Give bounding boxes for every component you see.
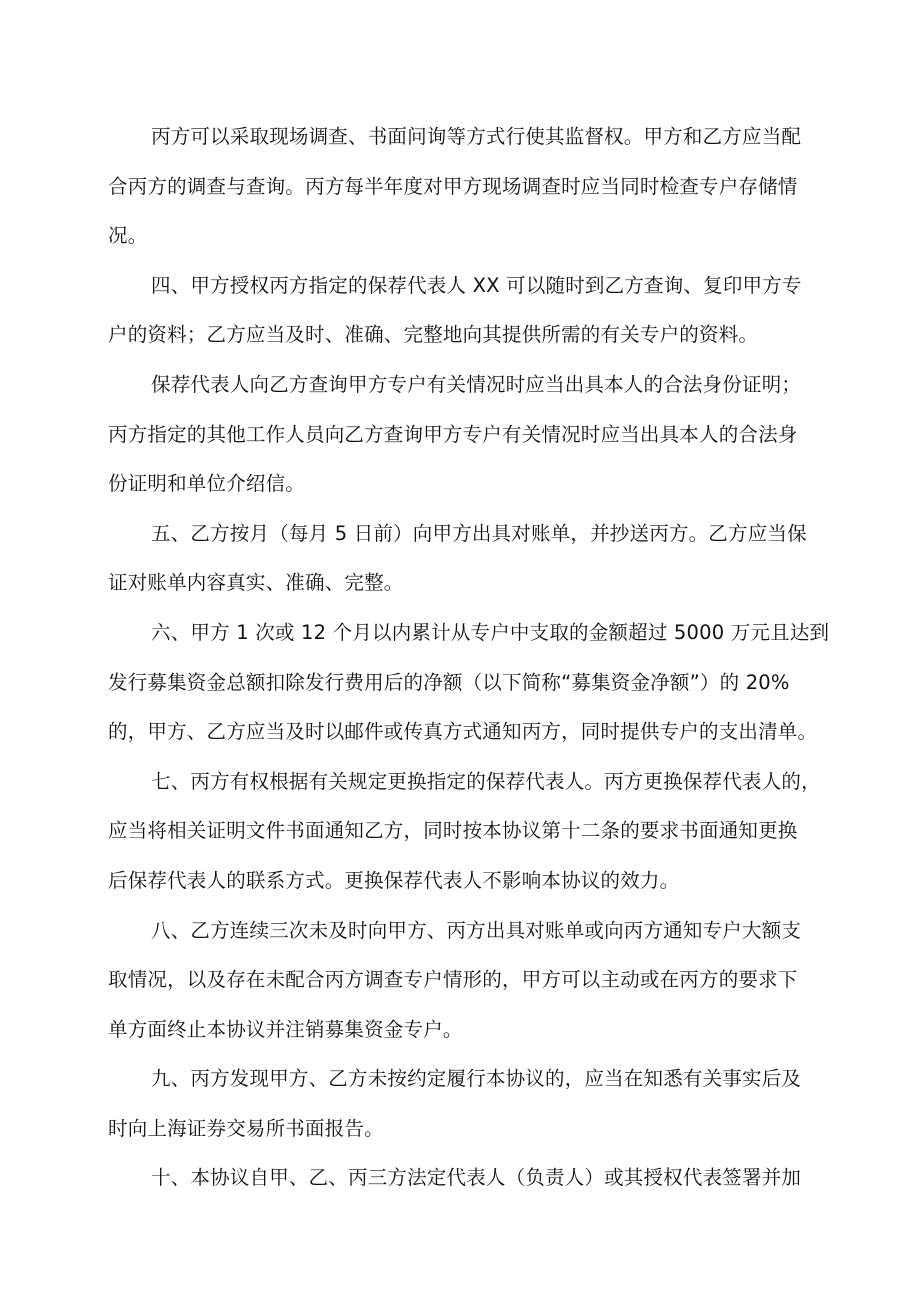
text-line: 份证明和单位介绍信。 [108,472,306,496]
text-line: 八、乙方连续三次未及时向甲方、丙方出具对账单或向丙方通知专户大额支 [151,918,802,942]
text-line: 况。 [108,224,148,248]
text-line: 七、丙方有权根据有关规定更换指定的保荐代表人。丙方更换保荐代表人的， [151,769,821,793]
text-line: 时向上海证券交易所书面报告。 [108,1116,384,1140]
text-line: 应当将相关证明文件书面通知乙方，同时按本协议第十二条的要求书面通知更换 [108,819,798,843]
text-line: 五、乙方按月（每月 5 日前）向甲方出具对账单，并抄送丙方。乙方应当保 [151,521,807,545]
text-line: 九、丙方发现甲方、乙方未按约定履行本协议的，应当在知悉有关事实后及 [151,1067,802,1091]
agreement-body-text [108,112,830,1203]
text-line: 保荐代表人向乙方查询甲方专户有关情况时应当出具本人的合法身份证明； [151,372,802,396]
text-line: 丙方指定的其他工作人员向乙方查询甲方专户有关情况时应当出具本人的合法身 [108,422,798,446]
text-line: 丙方可以采取现场调查、书面问询等方式行使其监督权。甲方和乙方应当配 [151,125,802,148]
text-line: 十、本协议自甲、乙、丙三方法定代表人（负责人）或其授权代表签署并加 [151,1166,802,1190]
text-line: 六、甲方 1 次或 12 个月以内累计从专户中支取的金额超过 5000 万元且达到 [151,620,830,644]
text-line: 取情况，以及存在未配合丙方调查专户情形的，甲方可以主动或在丙方的要求下 [108,968,798,992]
text-line: 后保荐代表人的联系方式。更换保荐代表人不影响本协议的效力。 [108,868,680,892]
text-line: 四、甲方授权丙方指定的保荐代表人 XX 可以随时到乙方查询、复印甲方专 [151,273,802,297]
text-line: 户的资料；乙方应当及时、准确、完整地向其提供所需的有关专户的资料。 [108,323,759,347]
text-line: 证对账单内容真实、准确、完整。 [108,571,404,595]
text-line: 合丙方的调查与查询。丙方每半年度对甲方现场调查时应当同时检查专户存储情 [108,174,798,198]
text-line: 的，甲方、乙方应当及时以邮件或传真方式通知丙方，同时提供专户的支出清单。 [108,720,818,744]
text-line: 单方面终止本协议并注销募集资金专户。 [108,1017,463,1041]
text-line: 发行募集资金总额扣除发行费用后的净额（以下简称“募集资金净额”）的 20% [108,670,790,694]
